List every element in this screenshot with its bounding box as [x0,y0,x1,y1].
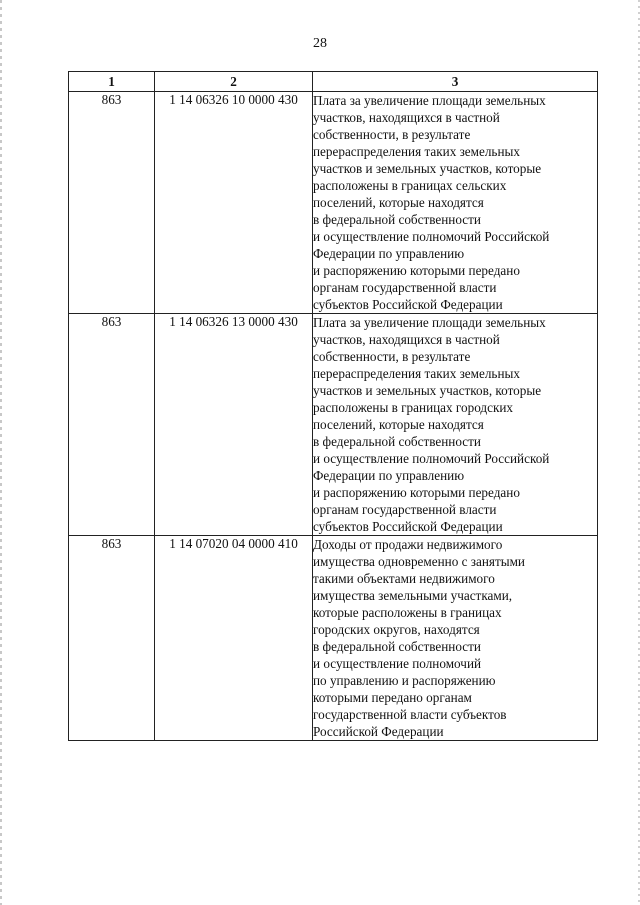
description-line: собственности, в результате [313,349,471,364]
revenue-code-cell: 1 14 06326 10 0000 430 [155,92,313,314]
table-row [69,314,598,536]
description-line: перераспределения таких земельных [313,144,520,159]
description-line: органам государственной власти [313,502,497,517]
description-line: расположены в границах городских [313,400,514,415]
table-row [69,536,598,741]
description-line: органам государственной власти [313,280,497,295]
description-line: которые расположены в границах [313,605,502,620]
description-line: Плата за увеличение площади земельных [313,315,546,330]
header-col-2: 2 [155,72,313,92]
description-cell [313,314,598,536]
description-line: расположены в границах сельских [313,178,507,193]
description-line: и распоряжению которыми передано [313,485,520,500]
description-line: и осуществление полномочий Российской [313,451,550,466]
header-col-1: 1 [69,72,155,92]
admin-code-cell: 863 [69,536,155,741]
description-line: поселений, которые находятся [313,417,484,432]
table-header-row [69,72,598,92]
description-line: Российской Федерации [313,724,444,739]
description-cell [313,536,598,741]
admin-code-cell: 863 [69,314,155,536]
description-line: по управлению и распоряжению [313,673,496,688]
description-line: Плата за увеличение площади земельных [313,93,546,108]
description-line: в федеральной собственности [313,639,481,654]
description-line: участков и земельных участков, которые [313,161,542,176]
page-number: 28 [313,36,327,51]
description-cell [313,92,598,314]
description-line: поселений, которые находятся [313,195,484,210]
description-line: которыми передано органам [313,690,472,705]
description-line: и распоряжению которыми передано [313,263,520,278]
description-line: Доходы от продажи недвижимого [313,537,503,552]
revenue-code-cell: 1 14 07020 04 0000 410 [155,536,313,741]
description-line: такими объектами недвижимого [313,571,495,586]
scan-edge-left [0,0,2,905]
description-line: собственности, в результате [313,127,471,142]
description-line: субъектов Российской Федерации [313,297,503,312]
admin-code-cell: 863 [69,92,155,314]
description-line: Федерации по управлению [313,246,465,261]
description-line: в федеральной собственности [313,434,481,449]
description-line: перераспределения таких земельных [313,366,520,381]
description-line: имущества земельными участками, [313,588,513,603]
description-line: в федеральной собственности [313,212,481,227]
description-line: участков, находящихся в частной [313,110,500,125]
description-line: участков, находящихся в частной [313,332,500,347]
description-line: участков и земельных участков, которые [313,383,542,398]
description-line: и осуществление полномочий [313,656,482,671]
description-line: субъектов Российской Федерации [313,519,503,534]
revenue-codes-table [68,71,598,741]
description-line: Федерации по управлению [313,468,465,483]
description-line: городских округов, находятся [313,622,480,637]
revenue-code-cell: 1 14 06326 13 0000 430 [155,314,313,536]
description-line: государственной власти субъектов [313,707,507,722]
description-line: имущества одновременно с занятыми [313,554,525,569]
table-row [69,92,598,314]
header-col-3: 3 [313,72,598,92]
description-line: и осуществление полномочий Российской [313,229,550,244]
